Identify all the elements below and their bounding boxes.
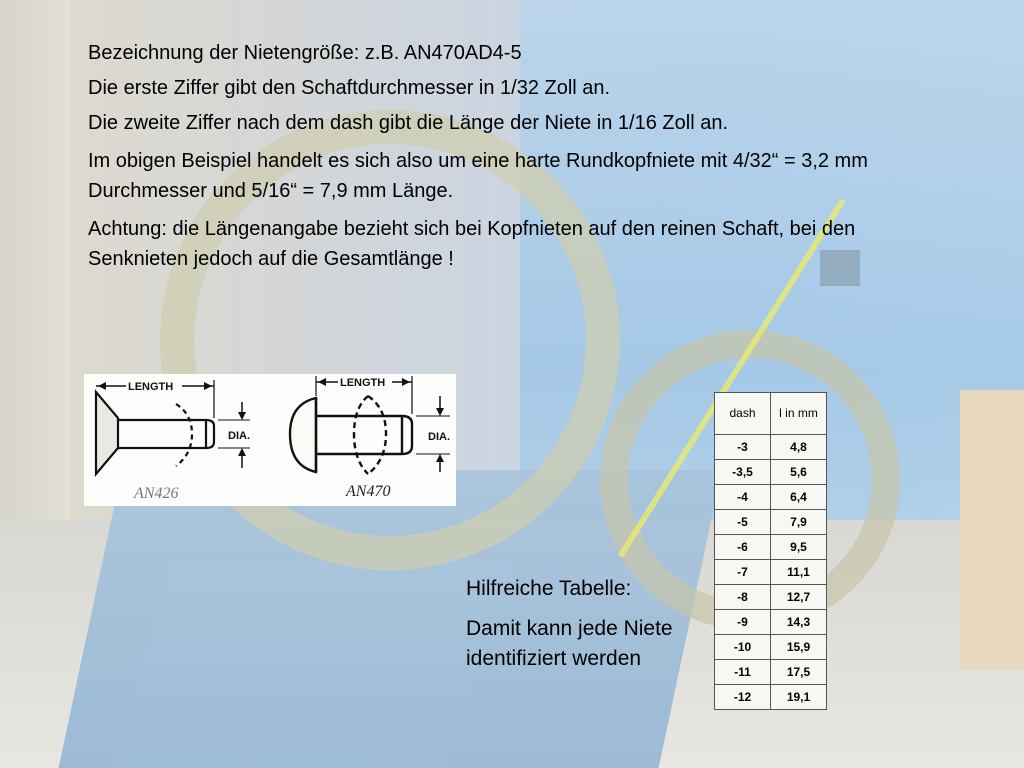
header-dash: dash xyxy=(715,393,771,435)
dash-cell: -3,5 xyxy=(715,460,771,485)
helper-text xyxy=(466,574,706,684)
length-cell: 7,9 xyxy=(771,510,827,535)
dash-cell: -4 xyxy=(715,485,771,510)
dash-cell: -10 xyxy=(715,635,771,660)
length-cell: 5,6 xyxy=(771,460,827,485)
dash-cell: -8 xyxy=(715,585,771,610)
table-row xyxy=(715,685,827,710)
dash-cell: -6 xyxy=(715,535,771,560)
table-row xyxy=(715,610,827,635)
length-cell: 11,1 xyxy=(771,560,827,585)
table-row xyxy=(715,535,827,560)
table-row xyxy=(715,660,827,685)
length-cell: 4,8 xyxy=(771,435,827,460)
table-row xyxy=(715,460,827,485)
an426-caption: AN426 xyxy=(134,485,179,502)
example-line: Im obigen Beispiel handelt es sich also um eine harte Rundkopfniete mit 4/32“ = 3,2 mm Durchmesser und 5/16“ = 7,9 mm Länge. xyxy=(88,150,868,202)
dash-length-table xyxy=(714,392,827,710)
length-label-left: LENGTH xyxy=(128,381,174,393)
table-row xyxy=(715,635,827,660)
dash-cell: -7 xyxy=(715,560,771,585)
length-cell: 17,5 xyxy=(771,660,827,685)
rivet-designation-line: Bezeichnung der Nietengröße: z.B. AN470AD4-5 xyxy=(88,42,522,64)
length-cell: 12,7 xyxy=(771,585,827,610)
second-digit-line: Die zweite Ziffer nach dem dash gibt die Länge der Niete in 1/16 Zoll an. xyxy=(88,112,728,134)
first-digit-line: Die erste Ziffer gibt den Schaftdurchmesser in 1/32 Zoll an. xyxy=(88,77,611,99)
rivet-drawing xyxy=(84,374,456,506)
length-cell: 14,3 xyxy=(771,610,827,635)
length-label-right: LENGTH xyxy=(340,377,386,389)
dash-cell: -9 xyxy=(715,610,771,635)
dash-cell: -3 xyxy=(715,435,771,460)
length-cell: 19,1 xyxy=(771,685,827,710)
table-row xyxy=(715,435,827,460)
table-row xyxy=(715,585,827,610)
explanation-text xyxy=(88,38,918,282)
header-length: l in mm xyxy=(771,393,827,435)
an470-caption: AN470 xyxy=(346,483,391,500)
length-cell: 6,4 xyxy=(771,485,827,510)
dash-cell: -12 xyxy=(715,685,771,710)
helper-title: Hilfreiche Tabelle: xyxy=(466,577,632,600)
length-cell: 9,5 xyxy=(771,535,827,560)
dash-cell: -5 xyxy=(715,510,771,535)
dash-cell: -11 xyxy=(715,660,771,685)
rivet-diagram xyxy=(84,374,456,506)
table-row xyxy=(715,510,827,535)
table-row xyxy=(715,560,827,585)
length-cell: 15,9 xyxy=(771,635,827,660)
warning-line: Achtung: die Längenangabe bezieht sich bei Kopfnieten auf den reinen Schaft, bei den Senknieten jedoch auf die Gesamtlänge ! xyxy=(88,218,856,270)
table-header-row xyxy=(715,393,827,435)
table-row xyxy=(715,485,827,510)
dia-label-left: DIA. xyxy=(228,430,250,442)
helper-body: Damit kann jede Niete identifiziert werden xyxy=(466,617,673,670)
dia-label-right: DIA. xyxy=(428,431,450,443)
table-body xyxy=(715,435,827,710)
